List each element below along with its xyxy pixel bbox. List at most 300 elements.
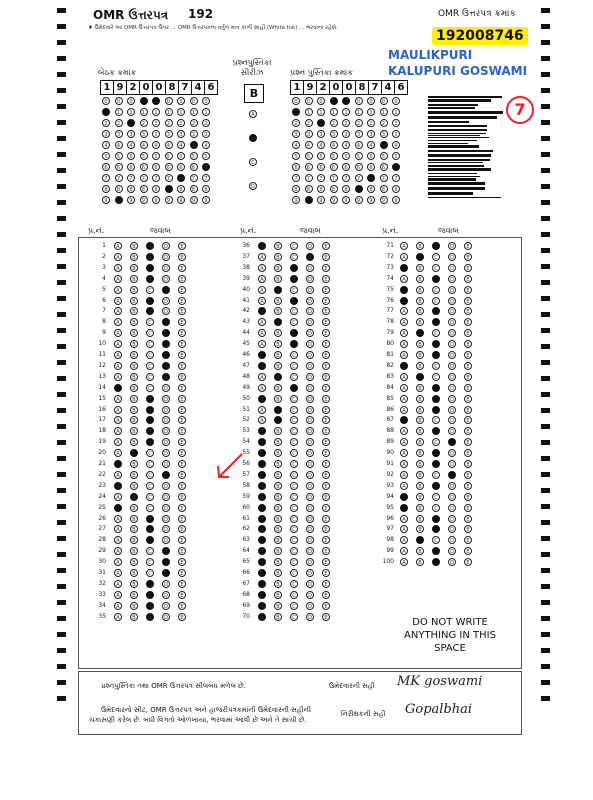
digit-bubble[interactable]: 3: [165, 130, 173, 138]
answer-bubble[interactable]: [258, 602, 266, 610]
answer-bubble[interactable]: C: [146, 351, 154, 359]
answer-bubble[interactable]: D: [306, 329, 314, 337]
answer-bubble[interactable]: A: [400, 318, 408, 326]
digit-bubble[interactable]: 8: [317, 185, 325, 193]
digit-bubble[interactable]: 4: [392, 141, 400, 149]
answer-bubble[interactable]: [258, 362, 266, 370]
digit-bubble[interactable]: 4: [330, 141, 338, 149]
digit-bubble[interactable]: [392, 163, 400, 171]
digit-bubble[interactable]: 2: [115, 119, 123, 127]
answer-bubble[interactable]: A: [114, 558, 122, 566]
digit-bubble[interactable]: 0: [115, 97, 123, 105]
digit-bubble[interactable]: 8: [305, 185, 313, 193]
answer-bubble[interactable]: E: [322, 318, 330, 326]
answer-bubble[interactable]: D: [306, 427, 314, 435]
answer-bubble[interactable]: B: [274, 395, 282, 403]
answer-bubble[interactable]: D: [306, 602, 314, 610]
answer-bubble[interactable]: B: [130, 580, 138, 588]
answer-bubble[interactable]: E: [178, 525, 186, 533]
answer-bubble[interactable]: C: [146, 329, 154, 337]
answer-bubble[interactable]: [114, 460, 122, 468]
answer-bubble[interactable]: D: [306, 580, 314, 588]
answer-bubble[interactable]: [432, 275, 440, 283]
digit-bubble[interactable]: 0: [392, 97, 400, 105]
answer-bubble[interactable]: A: [400, 460, 408, 468]
answer-bubble[interactable]: B: [274, 525, 282, 533]
answer-bubble[interactable]: A: [400, 340, 408, 348]
answer-bubble[interactable]: B: [130, 460, 138, 468]
digit-bubble[interactable]: 7: [380, 174, 388, 182]
answer-bubble[interactable]: E: [464, 504, 472, 512]
digit-bubble[interactable]: 6: [367, 163, 375, 171]
answer-bubble[interactable]: C: [290, 580, 298, 588]
digit-bubble[interactable]: 7: [305, 174, 313, 182]
digit-bubble[interactable]: 2: [152, 119, 160, 127]
answer-bubble[interactable]: A: [400, 351, 408, 359]
digit-bubble[interactable]: 6: [140, 163, 148, 171]
answer-bubble[interactable]: B: [274, 591, 282, 599]
answer-bubble[interactable]: B: [274, 275, 282, 283]
answer-bubble[interactable]: D: [162, 525, 170, 533]
digit-bubble[interactable]: 7: [292, 174, 300, 182]
answer-bubble[interactable]: B: [274, 613, 282, 621]
answer-bubble[interactable]: A: [400, 373, 408, 381]
answer-bubble[interactable]: C: [432, 504, 440, 512]
answer-bubble[interactable]: E: [322, 264, 330, 272]
digit-bubble[interactable]: 3: [330, 130, 338, 138]
answer-bubble[interactable]: D: [306, 449, 314, 457]
digit-bubble[interactable]: 6: [342, 163, 350, 171]
answer-bubble[interactable]: E: [178, 591, 186, 599]
answer-bubble[interactable]: D: [162, 493, 170, 501]
answer-bubble[interactable]: A: [400, 515, 408, 523]
answer-bubble[interactable]: B: [416, 558, 424, 566]
answer-bubble[interactable]: A: [114, 395, 122, 403]
answer-bubble[interactable]: B: [130, 340, 138, 348]
answer-bubble[interactable]: D: [162, 504, 170, 512]
answer-bubble[interactable]: A: [114, 493, 122, 501]
answer-bubble[interactable]: D: [162, 297, 170, 305]
digit-bubble[interactable]: 2: [392, 119, 400, 127]
digit-bubble[interactable]: 7: [115, 174, 123, 182]
answer-bubble[interactable]: [448, 471, 456, 479]
answer-bubble[interactable]: C: [432, 373, 440, 381]
answer-bubble[interactable]: B: [130, 438, 138, 446]
answer-bubble[interactable]: B: [130, 525, 138, 533]
digit-bubble[interactable]: [152, 97, 160, 105]
answer-bubble[interactable]: D: [448, 525, 456, 533]
answer-bubble[interactable]: E: [464, 242, 472, 250]
digit-bubble[interactable]: 8: [342, 185, 350, 193]
answer-bubble[interactable]: B: [130, 373, 138, 381]
answer-bubble[interactable]: E: [464, 515, 472, 523]
answer-bubble[interactable]: B: [274, 438, 282, 446]
digit-bubble[interactable]: 9: [367, 196, 375, 204]
answer-bubble[interactable]: B: [130, 307, 138, 315]
digit-bubble[interactable]: 9: [292, 196, 300, 204]
answer-bubble[interactable]: C: [146, 318, 154, 326]
digit-bubble[interactable]: 0: [355, 97, 363, 105]
answer-bubble[interactable]: B: [130, 416, 138, 424]
digit-bubble[interactable]: [355, 185, 363, 193]
digit-bubble[interactable]: 1: [392, 108, 400, 116]
digit-bubble[interactable]: 9: [380, 196, 388, 204]
answer-bubble[interactable]: B: [416, 340, 424, 348]
answer-bubble[interactable]: E: [464, 406, 472, 414]
answer-bubble[interactable]: B: [274, 427, 282, 435]
digit-bubble[interactable]: [317, 119, 325, 127]
answer-bubble[interactable]: E: [322, 362, 330, 370]
answer-bubble[interactable]: A: [114, 242, 122, 250]
answer-bubble[interactable]: E: [178, 536, 186, 544]
digit-bubble[interactable]: 0: [102, 97, 110, 105]
answer-bubble[interactable]: B: [274, 449, 282, 457]
answer-bubble[interactable]: E: [322, 406, 330, 414]
digit-bubble[interactable]: [115, 196, 123, 204]
answer-bubble[interactable]: [290, 384, 298, 392]
answer-bubble[interactable]: D: [448, 384, 456, 392]
digit-bubble[interactable]: 2: [102, 119, 110, 127]
answer-bubble[interactable]: D: [162, 449, 170, 457]
digit-bubble[interactable]: 9: [190, 196, 198, 204]
answer-bubble[interactable]: [258, 471, 266, 479]
answer-bubble[interactable]: D: [162, 515, 170, 523]
answer-bubble[interactable]: B: [416, 351, 424, 359]
digit-bubble[interactable]: 5: [165, 152, 173, 160]
answer-bubble[interactable]: [400, 286, 408, 294]
answer-bubble[interactable]: C: [146, 504, 154, 512]
answer-bubble[interactable]: D: [448, 340, 456, 348]
answer-bubble[interactable]: B: [274, 504, 282, 512]
answer-bubble[interactable]: B: [416, 547, 424, 555]
answer-bubble[interactable]: B: [130, 515, 138, 523]
digit-bubble[interactable]: [292, 108, 300, 116]
answer-bubble[interactable]: [146, 297, 154, 305]
answer-bubble[interactable]: D: [162, 591, 170, 599]
answer-bubble[interactable]: C: [432, 536, 440, 544]
answer-bubble[interactable]: A: [258, 318, 266, 326]
digit-bubble[interactable]: 6: [330, 163, 338, 171]
answer-bubble[interactable]: D: [306, 536, 314, 544]
answer-bubble[interactable]: C: [290, 493, 298, 501]
digit-bubble[interactable]: 8: [152, 185, 160, 193]
digit-bubble[interactable]: 8: [330, 185, 338, 193]
answer-bubble[interactable]: C: [290, 591, 298, 599]
answer-bubble[interactable]: [290, 275, 298, 283]
answer-bubble[interactable]: A: [114, 525, 122, 533]
answer-bubble[interactable]: B: [416, 307, 424, 315]
answer-bubble[interactable]: D: [306, 384, 314, 392]
digit-bubble[interactable]: 9: [342, 196, 350, 204]
answer-bubble[interactable]: C: [146, 482, 154, 490]
digit-bubble[interactable]: 8: [102, 185, 110, 193]
digit-bubble[interactable]: 2: [355, 119, 363, 127]
digit-bubble[interactable]: 3: [292, 130, 300, 138]
answer-bubble[interactable]: A: [400, 449, 408, 457]
digit-bubble[interactable]: 5: [202, 152, 210, 160]
answer-bubble[interactable]: E: [178, 318, 186, 326]
answer-bubble[interactable]: [130, 493, 138, 501]
answer-bubble[interactable]: D: [306, 438, 314, 446]
answer-bubble[interactable]: A: [114, 264, 122, 272]
answer-bubble[interactable]: E: [464, 297, 472, 305]
answer-bubble[interactable]: E: [178, 580, 186, 588]
answer-bubble[interactable]: D: [448, 307, 456, 315]
answer-bubble[interactable]: B: [274, 471, 282, 479]
digit-bubble[interactable]: 3: [140, 130, 148, 138]
answer-bubble[interactable]: E: [322, 504, 330, 512]
answer-bubble[interactable]: D: [448, 427, 456, 435]
answer-bubble[interactable]: A: [114, 406, 122, 414]
answer-bubble[interactable]: B: [416, 297, 424, 305]
digit-bubble[interactable]: 1: [330, 108, 338, 116]
answer-bubble[interactable]: D: [448, 558, 456, 566]
answer-bubble[interactable]: D: [448, 493, 456, 501]
answer-bubble[interactable]: B: [416, 427, 424, 435]
answer-bubble[interactable]: D: [306, 525, 314, 533]
digit-bubble[interactable]: 2: [190, 119, 198, 127]
answer-bubble[interactable]: B: [416, 242, 424, 250]
digit-bubble[interactable]: 3: [317, 130, 325, 138]
answer-bubble[interactable]: B: [130, 264, 138, 272]
digit-bubble[interactable]: 8: [127, 185, 135, 193]
digit-bubble[interactable]: 0: [380, 97, 388, 105]
answer-bubble[interactable]: E: [178, 493, 186, 501]
digit-bubble[interactable]: 9: [127, 196, 135, 204]
answer-bubble[interactable]: C: [290, 286, 298, 294]
answer-bubble[interactable]: E: [178, 406, 186, 414]
answer-bubble[interactable]: C: [146, 558, 154, 566]
answer-bubble[interactable]: D: [448, 351, 456, 359]
digit-bubble[interactable]: 1: [202, 108, 210, 116]
answer-bubble[interactable]: [274, 286, 282, 294]
answer-bubble[interactable]: B: [274, 242, 282, 250]
answer-bubble[interactable]: B: [130, 482, 138, 490]
answer-bubble[interactable]: B: [130, 253, 138, 261]
answer-bubble[interactable]: E: [322, 536, 330, 544]
answer-bubble[interactable]: B: [416, 416, 424, 424]
answer-bubble[interactable]: A: [114, 318, 122, 326]
answer-bubble[interactable]: A: [258, 384, 266, 392]
answer-bubble[interactable]: B: [130, 384, 138, 392]
answer-bubble[interactable]: A: [400, 547, 408, 555]
answer-bubble[interactable]: E: [178, 362, 186, 370]
answer-bubble[interactable]: [162, 286, 170, 294]
digit-bubble[interactable]: 6: [292, 163, 300, 171]
answer-bubble[interactable]: B: [130, 297, 138, 305]
answer-bubble[interactable]: B: [274, 460, 282, 468]
answer-bubble[interactable]: B: [130, 536, 138, 544]
digit-bubble[interactable]: 6: [380, 163, 388, 171]
answer-bubble[interactable]: A: [258, 286, 266, 294]
answer-bubble[interactable]: D: [448, 547, 456, 555]
set-bubble[interactable]: D: [249, 182, 257, 190]
answer-bubble[interactable]: C: [432, 362, 440, 370]
answer-bubble[interactable]: [146, 253, 154, 261]
answer-bubble[interactable]: B: [274, 536, 282, 544]
answer-bubble[interactable]: B: [274, 340, 282, 348]
digit-bubble[interactable]: 6: [115, 163, 123, 171]
digit-bubble[interactable]: 5: [317, 152, 325, 160]
answer-bubble[interactable]: D: [448, 362, 456, 370]
answer-bubble[interactable]: D: [448, 286, 456, 294]
digit-bubble[interactable]: 3: [392, 130, 400, 138]
digit-bubble[interactable]: 5: [140, 152, 148, 160]
digit-bubble[interactable]: 0: [190, 97, 198, 105]
answer-bubble[interactable]: B: [130, 395, 138, 403]
answer-bubble[interactable]: E: [322, 242, 330, 250]
answer-bubble[interactable]: [162, 373, 170, 381]
answer-bubble[interactable]: C: [290, 471, 298, 479]
answer-bubble[interactable]: E: [322, 427, 330, 435]
digit-bubble[interactable]: 5: [380, 152, 388, 160]
answer-bubble[interactable]: A: [400, 438, 408, 446]
answer-bubble[interactable]: A: [400, 525, 408, 533]
answer-bubble[interactable]: E: [322, 515, 330, 523]
answer-bubble[interactable]: C: [432, 253, 440, 261]
answer-bubble[interactable]: B: [274, 264, 282, 272]
digit-bubble[interactable]: 3: [127, 130, 135, 138]
answer-bubble[interactable]: B: [130, 427, 138, 435]
answer-bubble[interactable]: B: [416, 384, 424, 392]
digit-bubble[interactable]: 3: [380, 130, 388, 138]
digit-bubble[interactable]: 5: [127, 152, 135, 160]
digit-bubble[interactable]: 9: [140, 196, 148, 204]
answer-bubble[interactable]: E: [464, 438, 472, 446]
digit-bubble[interactable]: 7: [165, 174, 173, 182]
answer-bubble[interactable]: C: [146, 569, 154, 577]
answer-bubble[interactable]: A: [114, 307, 122, 315]
answer-bubble[interactable]: E: [322, 329, 330, 337]
answer-bubble[interactable]: E: [178, 416, 186, 424]
answer-bubble[interactable]: C: [290, 373, 298, 381]
answer-bubble[interactable]: B: [274, 602, 282, 610]
answer-bubble[interactable]: A: [114, 536, 122, 544]
answer-bubble[interactable]: [146, 406, 154, 414]
answer-bubble[interactable]: C: [290, 416, 298, 424]
digit-bubble[interactable]: 7: [342, 174, 350, 182]
answer-bubble[interactable]: C: [290, 318, 298, 326]
answer-bubble[interactable]: [432, 406, 440, 414]
answer-bubble[interactable]: C: [146, 362, 154, 370]
answer-bubble[interactable]: D: [162, 427, 170, 435]
answer-bubble[interactable]: A: [114, 329, 122, 337]
answer-bubble[interactable]: C: [432, 286, 440, 294]
digit-bubble[interactable]: 4: [140, 141, 148, 149]
answer-bubble[interactable]: A: [114, 438, 122, 446]
answer-bubble[interactable]: B: [416, 406, 424, 414]
answer-bubble[interactable]: E: [178, 373, 186, 381]
answer-bubble[interactable]: [416, 373, 424, 381]
answer-bubble[interactable]: D: [306, 275, 314, 283]
answer-bubble[interactable]: A: [258, 297, 266, 305]
answer-bubble[interactable]: C: [290, 351, 298, 359]
answer-bubble[interactable]: D: [306, 242, 314, 250]
answer-bubble[interactable]: D: [448, 329, 456, 337]
answer-bubble[interactable]: A: [114, 351, 122, 359]
set-bubble[interactable]: [249, 134, 257, 142]
answer-bubble[interactable]: E: [464, 416, 472, 424]
answer-bubble[interactable]: D: [306, 416, 314, 424]
answer-bubble[interactable]: E: [178, 515, 186, 523]
answer-bubble[interactable]: [400, 297, 408, 305]
answer-bubble[interactable]: C: [290, 547, 298, 555]
answer-bubble[interactable]: B: [274, 253, 282, 261]
digit-bubble[interactable]: [102, 108, 110, 116]
answer-bubble[interactable]: C: [290, 427, 298, 435]
answer-bubble[interactable]: C: [290, 406, 298, 414]
digit-bubble[interactable]: 6: [102, 163, 110, 171]
digit-bubble[interactable]: 4: [355, 141, 363, 149]
answer-bubble[interactable]: B: [416, 449, 424, 457]
digit-bubble[interactable]: 8: [367, 185, 375, 193]
digit-bubble[interactable]: 1: [152, 108, 160, 116]
digit-bubble[interactable]: 7: [140, 174, 148, 182]
answer-bubble[interactable]: A: [114, 340, 122, 348]
digit-bubble[interactable]: 5: [305, 152, 313, 160]
answer-bubble[interactable]: E: [178, 438, 186, 446]
answer-bubble[interactable]: [258, 242, 266, 250]
answer-bubble[interactable]: E: [464, 536, 472, 544]
answer-bubble[interactable]: E: [464, 351, 472, 359]
answer-bubble[interactable]: D: [162, 536, 170, 544]
answer-bubble[interactable]: D: [448, 416, 456, 424]
digit-bubble[interactable]: 9: [202, 196, 210, 204]
answer-bubble[interactable]: D: [306, 395, 314, 403]
answer-bubble[interactable]: B: [416, 515, 424, 523]
answer-bubble[interactable]: B: [274, 547, 282, 555]
answer-bubble[interactable]: D: [162, 242, 170, 250]
answer-bubble[interactable]: [258, 504, 266, 512]
answer-bubble[interactable]: [258, 591, 266, 599]
digit-bubble[interactable]: 7: [190, 174, 198, 182]
answer-bubble[interactable]: [258, 493, 266, 501]
digit-bubble[interactable]: 5: [177, 152, 185, 160]
answer-bubble[interactable]: C: [290, 504, 298, 512]
answer-bubble[interactable]: [114, 504, 122, 512]
answer-bubble[interactable]: [258, 569, 266, 577]
answer-bubble[interactable]: B: [274, 515, 282, 523]
digit-bubble[interactable]: 7: [317, 174, 325, 182]
digit-bubble[interactable]: 7: [127, 174, 135, 182]
answer-bubble[interactable]: E: [178, 384, 186, 392]
digit-bubble[interactable]: 4: [292, 141, 300, 149]
answer-bubble[interactable]: D: [162, 580, 170, 588]
answer-bubble[interactable]: E: [178, 351, 186, 359]
answer-bubble[interactable]: E: [322, 580, 330, 588]
digit-bubble[interactable]: 4: [177, 141, 185, 149]
answer-bubble[interactable]: A: [114, 471, 122, 479]
answer-bubble[interactable]: C: [290, 307, 298, 315]
answer-bubble[interactable]: E: [322, 613, 330, 621]
answer-bubble[interactable]: E: [464, 427, 472, 435]
answer-bubble[interactable]: C: [432, 264, 440, 272]
answer-bubble[interactable]: [258, 460, 266, 468]
digit-bubble[interactable]: 0: [317, 97, 325, 105]
answer-bubble[interactable]: B: [416, 395, 424, 403]
digit-bubble[interactable]: 5: [190, 152, 198, 160]
answer-bubble[interactable]: A: [114, 362, 122, 370]
digit-bubble[interactable]: 6: [152, 163, 160, 171]
answer-bubble[interactable]: D: [448, 318, 456, 326]
set-bubble[interactable]: C: [249, 158, 257, 166]
answer-bubble[interactable]: D: [306, 362, 314, 370]
digit-bubble[interactable]: 2: [292, 119, 300, 127]
answer-bubble[interactable]: E: [464, 329, 472, 337]
digit-bubble[interactable]: 6: [177, 163, 185, 171]
answer-bubble[interactable]: [114, 482, 122, 490]
answer-bubble[interactable]: B: [130, 591, 138, 599]
